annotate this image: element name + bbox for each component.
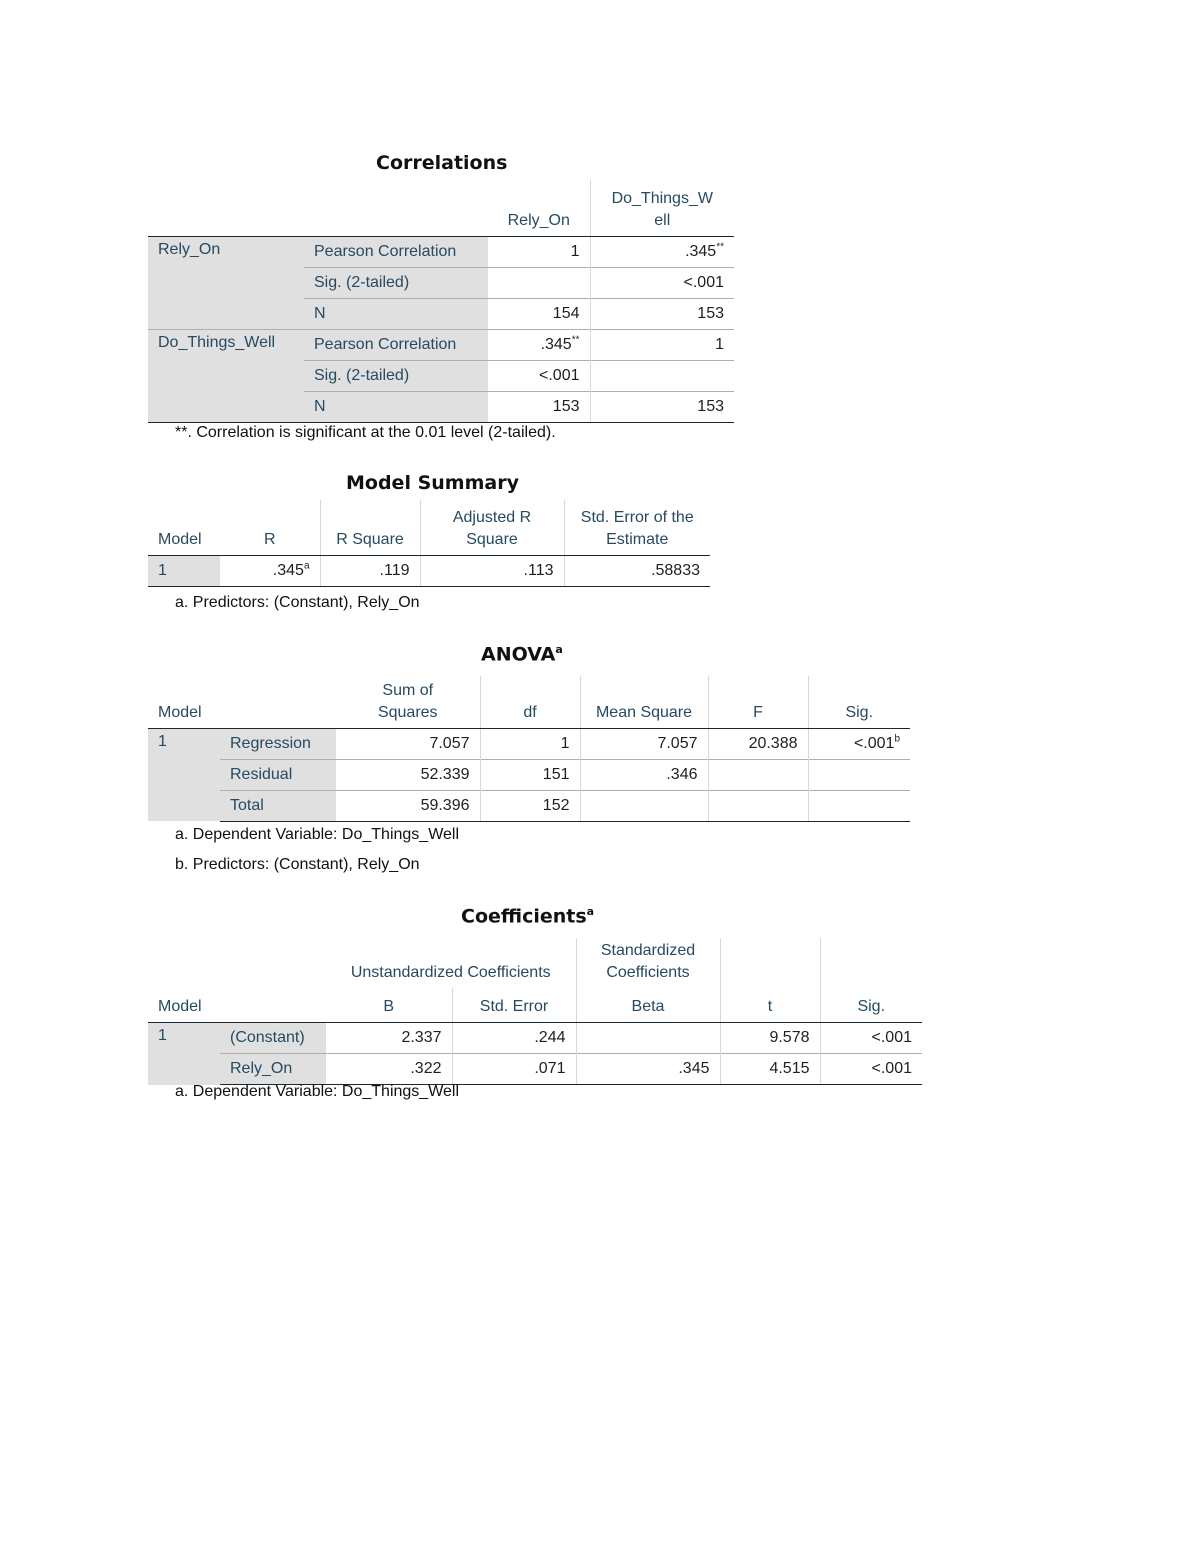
cell-value: 4.515 (720, 1054, 820, 1085)
anova-title: ANOVA$^a$ (481, 643, 563, 666)
cell-value: 1 (570, 242, 580, 260)
header-b: B (326, 988, 452, 1023)
cell-value: 151 (480, 759, 580, 790)
cell-value: 2.337 (401, 1029, 442, 1046)
header-unstandardized-coefficients: Unstandardized Coefficients (350, 964, 551, 981)
row-label-rely-on: Rely_On (220, 1054, 326, 1085)
header-r-square: R Square (320, 500, 420, 555)
row-label-constant: (Constant) (220, 1023, 326, 1054)
cell-value: 153 (488, 391, 590, 422)
stat-label: Pearson Correlation (304, 329, 488, 360)
cell-value (576, 1023, 720, 1054)
cell-value: 152 (480, 790, 580, 821)
cell-r-square: .119 (320, 555, 420, 586)
cell-value: 7.057 (580, 728, 708, 759)
row-header-model-1: 1 (148, 1023, 220, 1085)
header-sig: Sig. (820, 988, 922, 1023)
anova-table (148, 676, 910, 822)
stat-label: Pearson Correlation (304, 236, 488, 267)
stat-label: Sig. (2-tailed) (304, 360, 488, 391)
cell-value (590, 360, 734, 391)
header-sig: Sig. (808, 676, 910, 728)
row-label-regression: Regression (220, 728, 336, 759)
coefficients-title: Coefficients$^a$ (461, 905, 595, 928)
cell-value: <.001 (590, 267, 734, 298)
model-summary-footnote: a. Predictors: (Constant), Rely_On (175, 594, 420, 611)
cell-std-error: .58833 (564, 555, 710, 586)
stat-label: Sig. (2-tailed) (304, 267, 488, 298)
cell-value: 59.396 (336, 790, 480, 821)
cell-value: .345** (488, 329, 590, 360)
anova-footnote-a: a. Dependent Variable: Do_Things_Well (175, 826, 460, 843)
cell-value: 1 (590, 329, 734, 360)
cell-value: 7.057 (429, 734, 470, 752)
header-sum-of-squares: Sum of Squares (336, 676, 480, 728)
cell-value (708, 790, 808, 821)
header-r: R (220, 500, 320, 555)
header-df: df (480, 676, 580, 728)
row-label-total: Total (220, 790, 336, 821)
row-header-model-1: 1 (148, 728, 220, 821)
cell-value: 153 (590, 391, 734, 422)
header-adjusted-r-square: Adjusted R Square (420, 500, 564, 555)
cell-value (488, 267, 590, 298)
cell-value: .346 (580, 759, 708, 790)
coefficients-table (148, 938, 922, 1085)
cell-value: 9.578 (720, 1023, 820, 1054)
correlations-title: Correlations (376, 152, 508, 174)
coefficients-footnote: a. Dependent Variable: Do_Things_Well (175, 1083, 460, 1100)
cell-value: .244 (452, 1023, 576, 1054)
header-std-error: Std. Error (452, 988, 576, 1023)
cell-value: .345** (590, 236, 734, 267)
header-standardized-coefficients: Standardized Coefficients (576, 938, 720, 988)
row-header-model-1: 1 (148, 555, 220, 586)
cell-value: .071 (452, 1054, 576, 1085)
header-model: Model (148, 676, 220, 728)
cell-value: 1 (480, 728, 580, 759)
cell-value: <.001 (820, 1054, 922, 1085)
header-model: Model (148, 988, 220, 1023)
cell-value: <.001 (488, 360, 590, 391)
cell-value: 52.339 (336, 759, 480, 790)
cell-value: 153 (590, 298, 734, 329)
cell-value: <.001 (820, 1023, 922, 1054)
cell-value (708, 759, 808, 790)
cell-value (580, 790, 708, 821)
anova-footnote-b: b. Predictors: (Constant), Rely_On (175, 856, 420, 873)
cell-value: 154 (488, 298, 590, 329)
cell-value: .345 (576, 1054, 720, 1085)
header-mean-square: Mean Square (580, 676, 708, 728)
cell-adj-r-square: .113 (420, 555, 564, 586)
row-header-rely-on: Rely_On (148, 236, 304, 329)
cell-value (808, 790, 910, 821)
header-beta: Beta (576, 988, 720, 1023)
model-summary-table (148, 500, 710, 587)
row-header-do-things-well: Do_Things_Well (148, 329, 304, 422)
col-header-rely-on: Rely_On (488, 180, 590, 236)
row-label-residual: Residual (220, 759, 336, 790)
header-std-error: Std. Error of the Estimate (564, 500, 710, 555)
correlations-table (148, 180, 734, 423)
stat-label: N (304, 298, 488, 329)
header-model: Model (148, 500, 220, 555)
header-f: F (708, 676, 808, 728)
cell-r: .345$^a$ (220, 555, 320, 586)
col-header-do-things-well: Do_Things_W ell (590, 180, 734, 236)
cell-value: 20.388 (708, 728, 808, 759)
correlations-footnote: **. Correlation is significant at the 0.01 level (2-tailed). (175, 424, 556, 441)
header-t: t (720, 988, 820, 1023)
model-summary-title: Model Summary (346, 472, 519, 494)
cell-value: <.001$^b$ (808, 728, 910, 759)
stat-label: N (304, 391, 488, 422)
cell-value: .322 (326, 1054, 452, 1085)
cell-value (808, 759, 910, 790)
